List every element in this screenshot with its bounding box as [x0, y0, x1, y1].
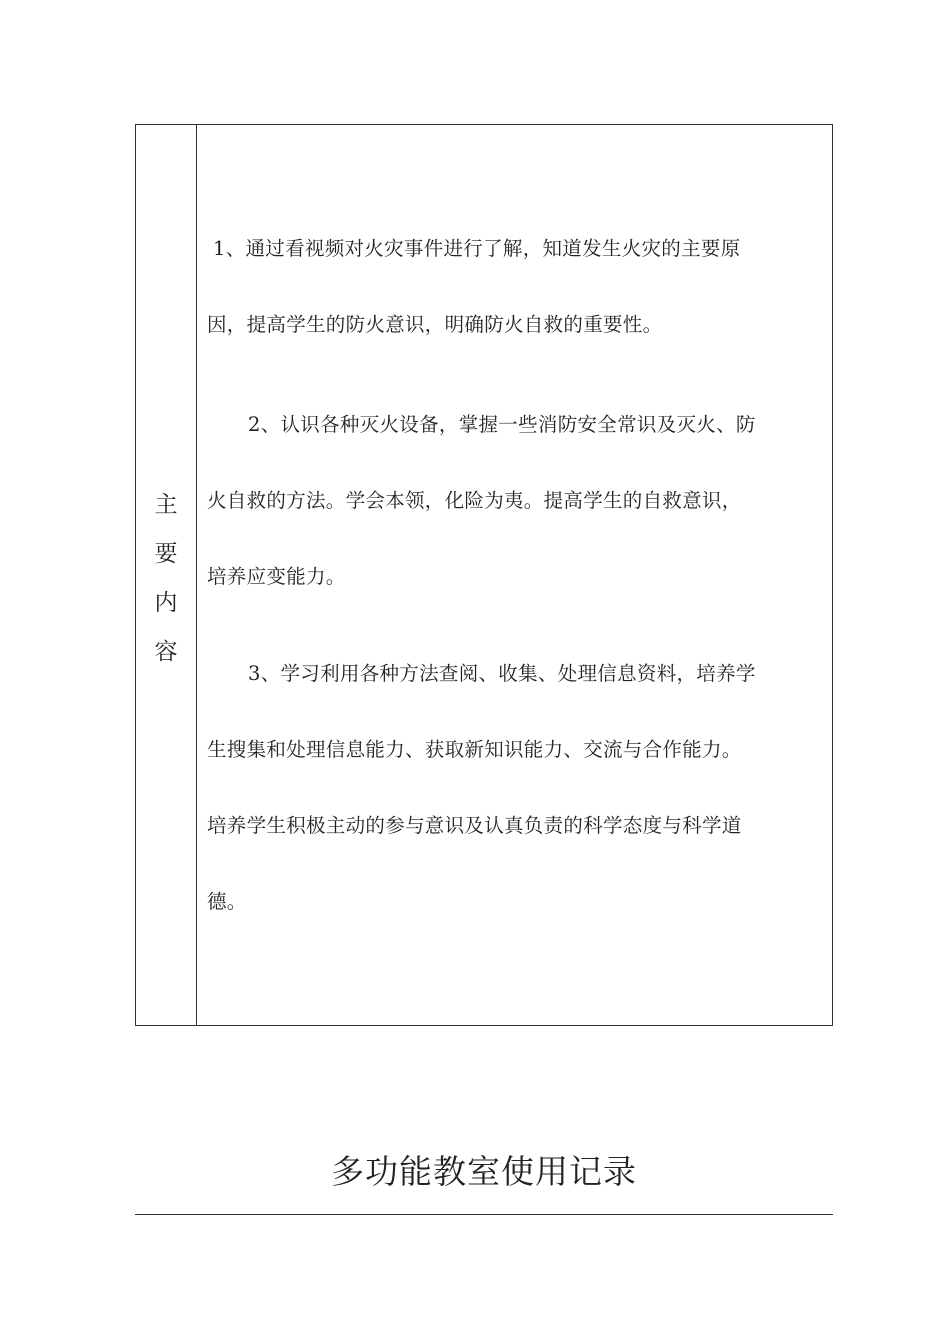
title-underline [135, 1214, 833, 1215]
paragraph-line: 1、通过看视频对火灾事件进行了解，知道发生火灾的主要原 [213, 237, 741, 260]
label-cell [136, 125, 197, 1025]
paragraph-line: 火自救的方法。学会本领，化险为夷。提高学生的自救意识， [207, 489, 742, 512]
paragraph-line: 3、学习利用各种方法查阅、收集、处理信息资料，培养学 [248, 662, 756, 685]
paragraph-1 [207, 211, 822, 363]
label-char: 要 [154, 541, 178, 567]
label-char: 容 [154, 639, 178, 665]
paragraph-line: 2、认识各种灭火设备，掌握一些消防安全常识及灭火、防 [248, 413, 756, 436]
content-cell [197, 125, 832, 1025]
paragraph-line: 德。 [207, 890, 247, 913]
paragraph-line: 生搜集和处理信息能力、获取新知识能力、交流与合作能力。 [207, 738, 742, 761]
label-char: 内 [154, 590, 178, 616]
paragraph-3 [207, 636, 822, 940]
paragraph-line: 培养应变能力。 [207, 565, 346, 588]
record-title: 多功能教室使用记录 [331, 1152, 637, 1191]
paragraph-2 [207, 387, 822, 615]
paragraph-line: 因，提高学生的防火意识，明确防火自救的重要性。 [207, 313, 663, 336]
paragraph-line: 培养学生积极主动的参与意识及认真负责的科学态度与科学道 [207, 814, 742, 837]
label-char: 主 [154, 492, 178, 518]
content-table [135, 124, 833, 1026]
